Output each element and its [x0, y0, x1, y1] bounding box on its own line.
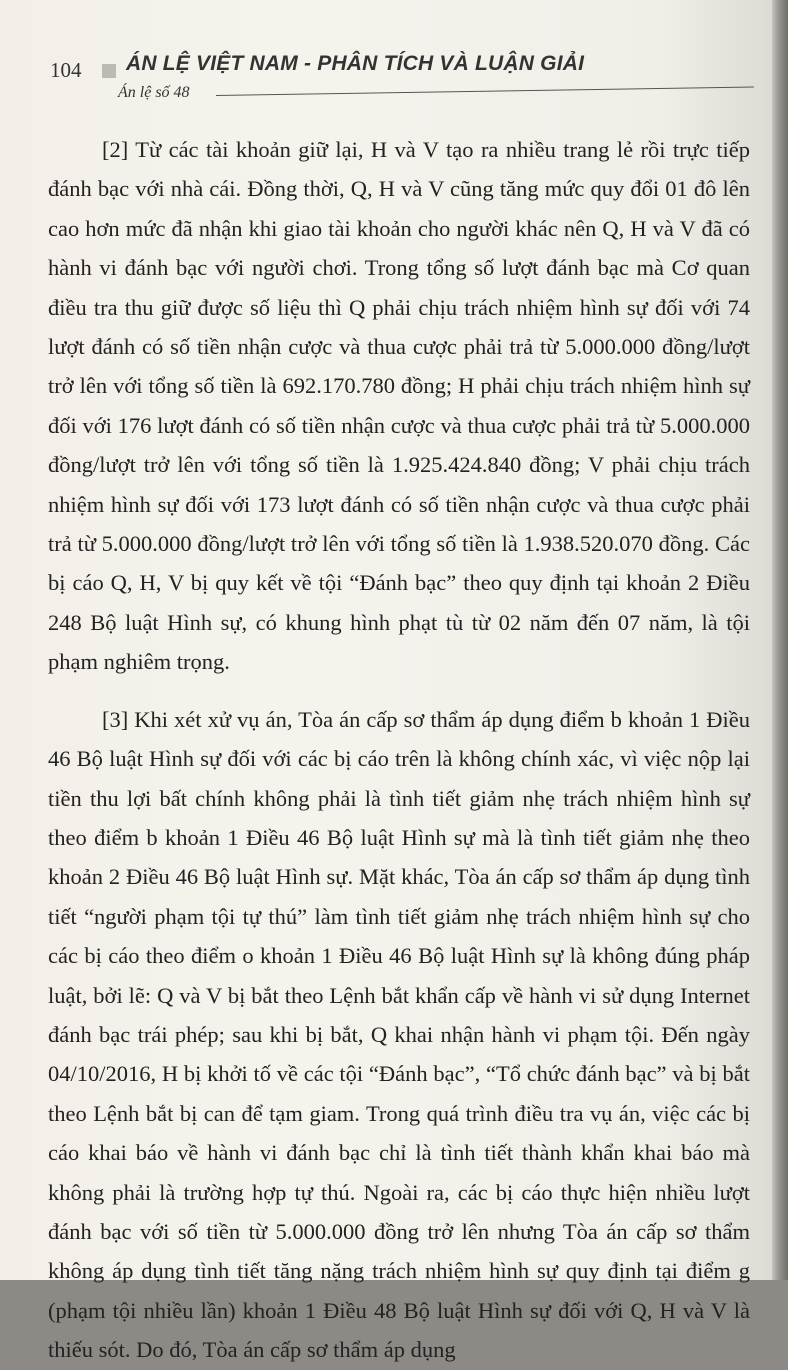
paragraph-3: [3] Khi xét xử vụ án, Tòa án cấp sơ thẩm áp dụng điểm b khoản 1 Điều 46 Bộ luật Hình sự đối với các bị cáo trên là không chính xác, vì việc nộp lại tiền thu lợi bất chính không phải là tình tiết giảm nhẹ trách nhiệm hình sự theo điểm b khoản 1 Điều 46 Bộ luật Hình sự mà là tình tiết giảm nhẹ theo khoản 2 Điều 46 Bộ luật Hình sự. Mặt khác, Tòa án cấp sơ thẩm áp dụng tình tiết “người phạm tội tự thú” làm tình tiết giảm nhẹ trách nhiệm hình sự cho các bị cáo theo điểm o khoản 1 Điều 46 Bộ luật Hình sự là không đúng pháp luật, bởi lẽ: Q và V bị bắt theo Lệnh bắt khẩn cấp về hành vi sử dụng Internet đánh bạc trái phép; sau khi bị bắt, Q khai nhận hành vi phạm tội. Đến ngày 04/10/2016, H bị khởi tố về các tội “Đánh bạc”, “Tổ chức đánh bạc” và bị bắt theo Lệnh bắt bị can để tạm giam. Trong quá trình điều tra vụ án, việc các bị cáo khai báo về hành vi đánh bạc chỉ là tình tiết thành khẩn khai báo mà không phải là trường hợp tự thú. Ngoài ra, các bị cáo thực hiện nhiều lượt đánh bạc với số tiền từ 5.000.000 đồng trở lên nhưng Tòa án cấp sơ thẩm không áp dụng tình tiết tăng nặng trách nhiệm hình sự quy định tại điểm g (phạm tội nhiều lần) khoản 1 Điều 48 Bộ luật Hình sự đối với Q, H và V là thiếu sót. Do đó, Tòa án cấp sơ thẩm áp dụng: [48, 706, 750, 1363]
section-header: [118, 84, 754, 108]
page-edge: [772, 0, 788, 1280]
section-label: Án lệ số 48: [118, 84, 190, 101]
header-rule: [216, 87, 754, 96]
paragraph-2: [2] Từ các tài khoản giữ lại, H và V tạo ra nhiều trang lẻ rồi trực tiếp đánh bạc với nhà cái. Đồng thời, Q, H và V cũng tăng mức quy đổi 01 đô lên cao hơn mức đã nhận khi giao tài khoản cho người khác nên Q, H và V đã có hành vi đánh bạc với người chơi. Trong tổng số lượt đánh bạc mà Cơ quan điều tra thu giữ được số liệu thì Q phải chịu trách nhiệm hình sự đối với 74 lượt đánh có số tiền nhận cược và thua cược phải trả từ 5.000.000 đồng/lượt trở lên với tổng số tiền là 692.170.780 đồng; H phải chịu trách nhiệm hình sự đối với 176 lượt đánh có số tiền nhận cược và thua cược phải trả từ 5.000.000 đồng/lượt trở lên với tổng số tiền là 1.925.424.840 đồng; V phải chịu trách nhiệm hình sự đối với 173 lượt đánh có số tiền nhận cược và thua cược phải trả từ 5.000.000 đồng/lượt trở lên với tổng số tiền là 1.938.520.070 đồng. Các bị cáo Q, H, V bị quy kết về tội “Đánh bạc” theo quy định tại khoản 2 Điều 248 Bộ luật Hình sự, có khung hình phạt tù từ 02 năm đến 07 năm, là tội phạm nghiêm trọng.: [48, 137, 750, 675]
square-bullet-icon: [102, 64, 116, 78]
body-text: [48, 130, 750, 1370]
page-number: 104: [50, 58, 82, 82]
book-title: ÁN LỆ VIỆT NAM - PHÂN TÍCH VÀ LUẬN GIẢI: [126, 52, 585, 75]
running-header: [50, 52, 750, 88]
